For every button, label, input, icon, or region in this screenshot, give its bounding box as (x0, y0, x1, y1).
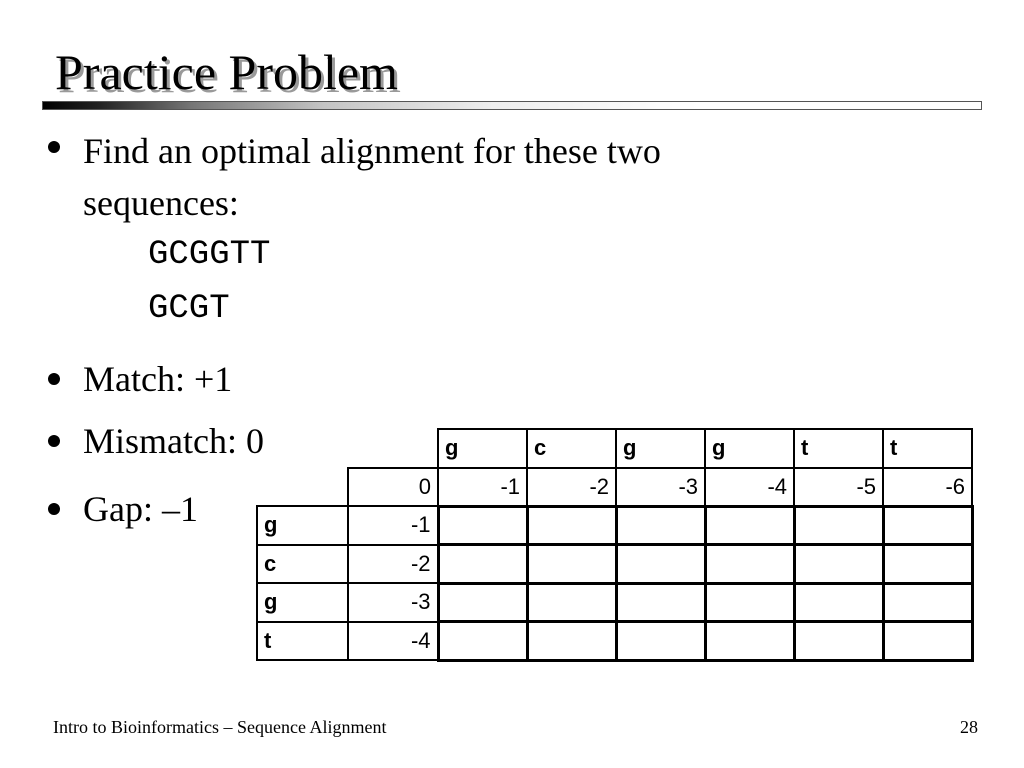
score-cell (794, 545, 883, 584)
score-cell (527, 545, 616, 584)
bullet-dot-icon (48, 373, 60, 385)
matrix-header-row (257, 429, 972, 468)
init-cell: -2 (527, 468, 616, 507)
slide-title: Practice Problem (55, 44, 398, 100)
col-header: g (705, 429, 794, 468)
row-header: c (257, 545, 348, 584)
score-cell (527, 583, 616, 622)
score-cell (527, 506, 616, 545)
score-cell (883, 545, 972, 584)
score-cell (527, 622, 616, 661)
col-header: t (794, 429, 883, 468)
bullet-text: Match: +1 (83, 359, 233, 399)
col-header: t (883, 429, 972, 468)
score-cell (883, 583, 972, 622)
score-cell (794, 622, 883, 661)
title-underline (42, 101, 982, 110)
matrix-corner (257, 468, 348, 507)
bullet-text: Mismatch: 0 (83, 421, 264, 461)
score-cell (616, 622, 705, 661)
row-header: g (257, 506, 348, 545)
col-header: g (616, 429, 705, 468)
matrix-row (257, 506, 972, 545)
col-header: c (527, 429, 616, 468)
score-cell (616, 545, 705, 584)
score-cell (794, 583, 883, 622)
score-cell (438, 583, 527, 622)
score-cell (438, 622, 527, 661)
row-init-cell: -4 (348, 622, 438, 661)
row-init-cell: -3 (348, 583, 438, 622)
alignment-matrix (256, 428, 974, 662)
score-cell (883, 506, 972, 545)
score-cell (616, 583, 705, 622)
row-init-cell: -1 (348, 506, 438, 545)
bullet-text-line1: Find an optimal alignment for these two (83, 131, 661, 171)
score-cell (438, 545, 527, 584)
bullet-dot-icon (48, 503, 60, 515)
matrix-row (257, 545, 972, 584)
bullet-text-line2: sequences: (83, 183, 239, 223)
score-cell (438, 506, 527, 545)
matrix-init-row (257, 468, 972, 507)
score-cell (616, 506, 705, 545)
init-cell: -1 (438, 468, 527, 507)
matrix-corner (257, 429, 348, 468)
score-cell (883, 622, 972, 661)
col-header: g (438, 429, 527, 468)
row-header: g (257, 583, 348, 622)
matrix-row (257, 622, 972, 661)
bullet-text: Gap: –1 (83, 489, 198, 529)
init-cell: -6 (883, 468, 972, 507)
init-cell: 0 (348, 468, 438, 507)
footer-page-number: 28 (960, 717, 978, 737)
footer-course-title: Intro to Bioinformatics – Sequence Alignment (53, 717, 387, 737)
score-cell (705, 622, 794, 661)
matrix-corner (348, 429, 438, 468)
score-cell (705, 545, 794, 584)
matrix-row (257, 583, 972, 622)
row-header: t (257, 622, 348, 661)
init-cell: -3 (616, 468, 705, 507)
init-cell: -5 (794, 468, 883, 507)
score-cell (705, 583, 794, 622)
score-cell (794, 506, 883, 545)
bullet-dot-icon (48, 141, 60, 153)
init-cell: -4 (705, 468, 794, 507)
sequence-1: GCGGTT (148, 236, 271, 274)
row-init-cell: -2 (348, 545, 438, 584)
bullet-dot-icon (48, 435, 60, 447)
score-cell (705, 506, 794, 545)
sequence-2: GCGT (148, 290, 230, 328)
